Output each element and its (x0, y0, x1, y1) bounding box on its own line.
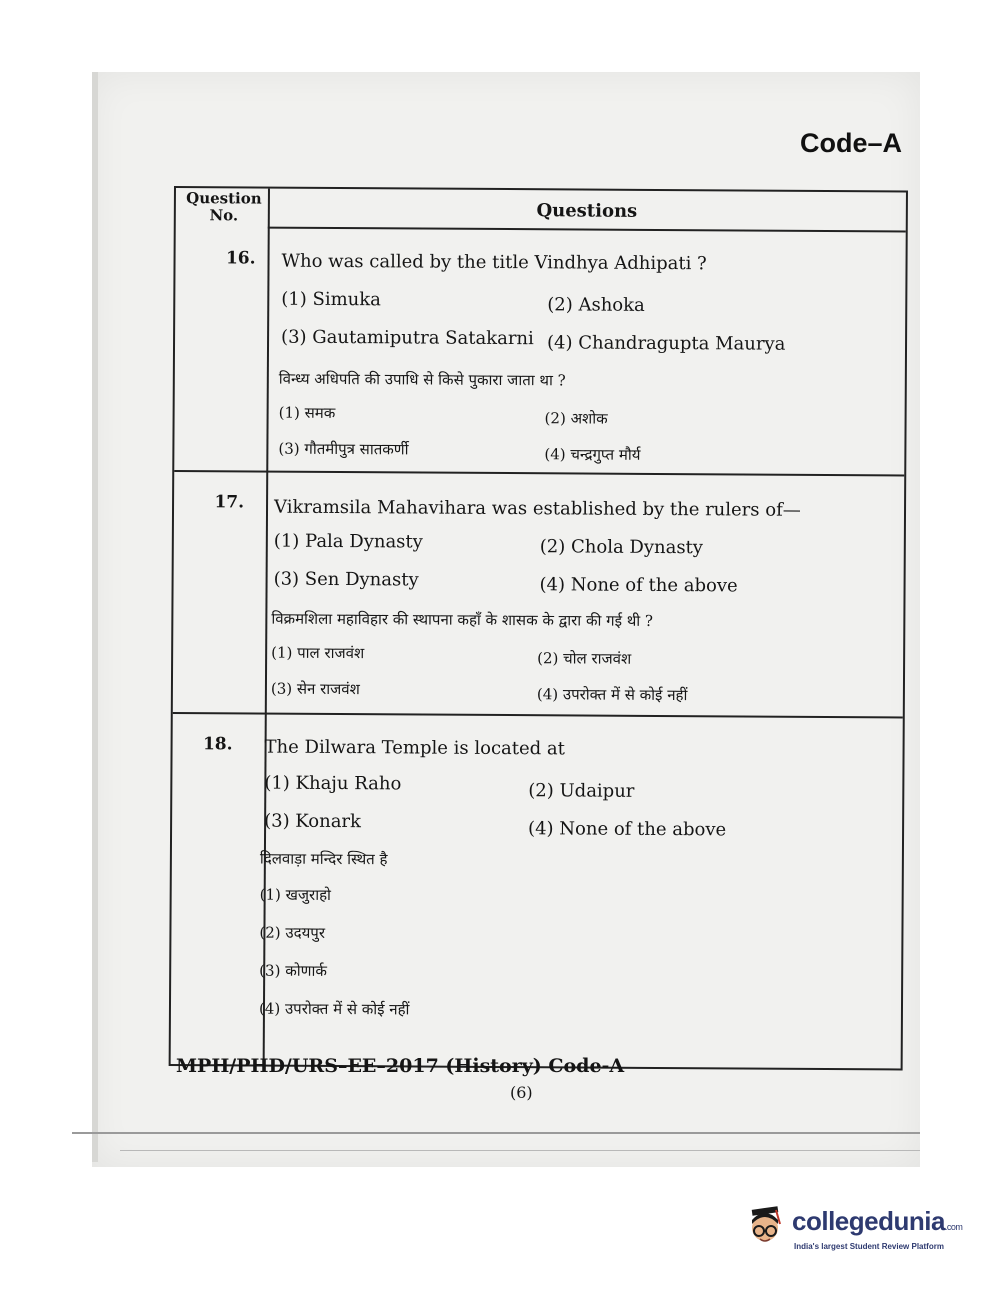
option: (4) None of the above (528, 818, 727, 841)
option-hi: (2) चोल राजवंश (537, 649, 632, 668)
option: (1) Pala Dynasty (273, 530, 423, 553)
option-hi: (4) चन्द्रगुप्त मौर्य (544, 445, 641, 464)
option-hi: (4) उपरोक्त में से कोई नहीं (536, 685, 688, 705)
collegedunia-logo (740, 1202, 970, 1262)
row-divider (174, 470, 904, 476)
row-divider (173, 712, 903, 718)
question-no-header: Question No. (186, 189, 262, 225)
question-number: 16. (225, 248, 256, 269)
paper-code: Code–A (800, 128, 903, 158)
question-text-en: The Dilwara Temple is located at (264, 736, 565, 760)
scan-bottom-edge-2 (120, 1150, 920, 1151)
option: (1) Khaju Raho (264, 772, 402, 795)
logo-name: collegedunia (792, 1206, 945, 1236)
question-text-hi: विक्रमशिला महाविहार की स्थापना कहाँ के शासक के द्वारा की गई थी ? (271, 609, 654, 630)
option: (1) Simuka (281, 288, 381, 311)
option: (3) Konark (264, 810, 362, 833)
option: (4) None of the above (539, 574, 738, 597)
option: (2) Udaipur (528, 780, 635, 802)
mascot-icon (740, 1202, 790, 1260)
question-text-hi: दिलवाड़ा मन्दिर स्थित है (259, 849, 388, 869)
option: (2) Ashoka (547, 294, 645, 316)
option-hi: (4) उपरोक्त में से कोई नहीं (258, 999, 410, 1019)
scan-edge (92, 72, 98, 1162)
page-number: (6) (510, 1083, 533, 1102)
option: (3) Sen Dynasty (273, 568, 419, 591)
question-table (169, 186, 908, 1070)
question-text-en: Vikramsila Mahavihara was established by the rulers of— (273, 496, 801, 521)
question-text-hi: विन्ध्य अधिपति की उपाधि से किसे पुकारा जाता था ? (278, 369, 566, 390)
option-hi: (3) कोणार्क (259, 961, 327, 980)
question-text-en: Who was called by the title Vindhya Adhipati ? (281, 250, 707, 275)
logo-suffix: .com (944, 1222, 963, 1232)
option-hi: (2) उदयपुर (259, 923, 326, 942)
header-divider (268, 227, 906, 232)
option: (2) Chola Dynasty (539, 536, 704, 559)
option-hi: (3) गौतमीपुत्र सातकर्णी (278, 439, 409, 459)
option-hi: (1) पाल राजवंश (271, 643, 365, 663)
option: (4) Chandragupta Maurya (546, 332, 786, 355)
option-hi: (3) सेन राजवंश (270, 679, 360, 699)
option-hi: (1) खजुराहो (259, 885, 332, 904)
logo-tagline: India's largest Student Review Platform (794, 1242, 944, 1251)
scan-bottom-edge (72, 1132, 920, 1134)
question-number: 17. (214, 492, 245, 513)
option-hi: (2) अशोक (544, 409, 608, 428)
logo-wordmark (792, 1206, 962, 1237)
option: (3) Gautamiputra Satakarni (281, 326, 534, 350)
exam-footer: MPH/PHD/URS–EE–2017 (History) Code-A (176, 1055, 625, 1077)
questions-header: Questions (536, 200, 638, 222)
option-hi: (1) समक (278, 403, 336, 422)
question-number: 18. (202, 734, 233, 755)
